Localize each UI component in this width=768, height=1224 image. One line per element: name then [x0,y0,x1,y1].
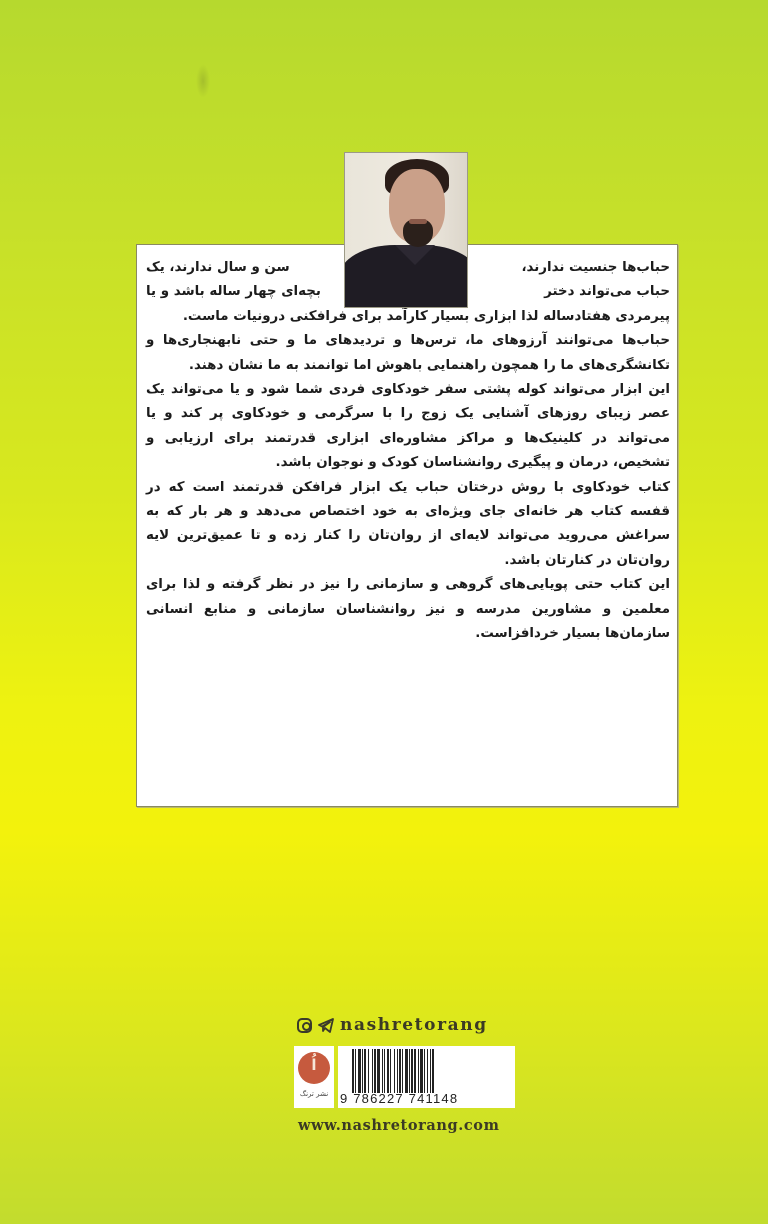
blurb-line-left: سن و سال ندارند، یک [146,260,290,275]
author-photo [344,152,468,308]
blurb-line-right: حباب‌ها جنسیت ندارند، [521,260,670,275]
blurb-line: سازمان‌ها بسیار خردافزاست. [475,626,670,642]
publisher-website[interactable]: www.nashretorang.com [298,1117,500,1134]
blurb-line: پیرمردی هفتادساله لذا ابزاری بسیار کارآمد برای فرافکنی درونیات ماست. [182,308,670,324]
publisher-logo [294,1046,334,1108]
blurb-line-left: بچه‌ای چهار ساله باشد و یا [146,284,321,300]
blurb-line: عصر زیبای روزهای آشنایی یک زوج را با سرگرمی و خودکاوی پر کند و یا [146,406,670,422]
publisher-name: نشر ترنگ [299,1090,329,1098]
blurb-paragraph-2 [146,329,670,378]
blurb-line: قفسه کتاب هر خانه‌ای جای ویژه‌ای به خود اختصاص می‌دهد و هر بار که به [146,504,670,520]
social-handle[interactable]: nashretorang [340,1015,488,1035]
blurb-paragraph-1 [146,305,670,329]
blurb-line: تشخیص، درمان و پیگیری روانشناسان کودک و نوجوان باشد. [275,455,670,471]
blurb-text [146,256,670,647]
blurb-line: این کتاب حتی پویایی‌های گروهی و سازمانی را نیز در نظر گرفته و لذا برای [146,577,670,593]
blurb-line: می‌تواند در کلینیک‌ها و مراکز مشاوره‌ای ابزاری قدرتمند برای ارزیابی و [146,430,670,446]
instagram-icon[interactable] [297,1018,312,1033]
blurb-paragraph-4 [146,476,670,574]
social-row [297,1015,488,1035]
blurb-line: کتاب خودکاوی با روش درختان حباب یک ابزار فرافکن قدرتمند است که در [146,479,670,495]
telegram-icon[interactable] [318,1018,334,1033]
blurb-line: حباب‌ها می‌توانند آرزوهای ما، ترس‌ها و تردیدهای ما و حتی نابهنجاری‌ها و [146,333,670,349]
barcode-bars [352,1049,510,1093]
publisher-logo-mark: اُ [298,1052,330,1084]
blurb-line: سراغش می‌روید می‌تواند لایه‌ای از روان‌تان را کنار زده و تا عمیق‌ترین لایه [146,528,670,544]
blurb-paragraph-3 [146,378,670,476]
isbn-barcode [338,1046,515,1108]
blurb-line: معلمین و مشاورین مدرسه و نیز روانشناسان سازمانی و منابع انسانی [146,601,670,617]
cover-stain [196,64,210,98]
blurb-line: روان‌تان در کنارتان باشد. [504,552,670,568]
blurb-paragraph-5 [146,573,670,646]
blurb-line: تکانشگری‌های ما را همچون راهنمایی باهوش اما توانمند به ما نشان دهند. [188,357,670,373]
isbn-number: 9 786227 741148 [340,1091,459,1106]
blurb-line-right: حباب می‌تواند دختر [544,284,670,300]
blurb-line: این ابزار می‌تواند کوله پشتی سفر خودکاوی فردی شما شود و یا می‌تواند یک [146,382,670,398]
